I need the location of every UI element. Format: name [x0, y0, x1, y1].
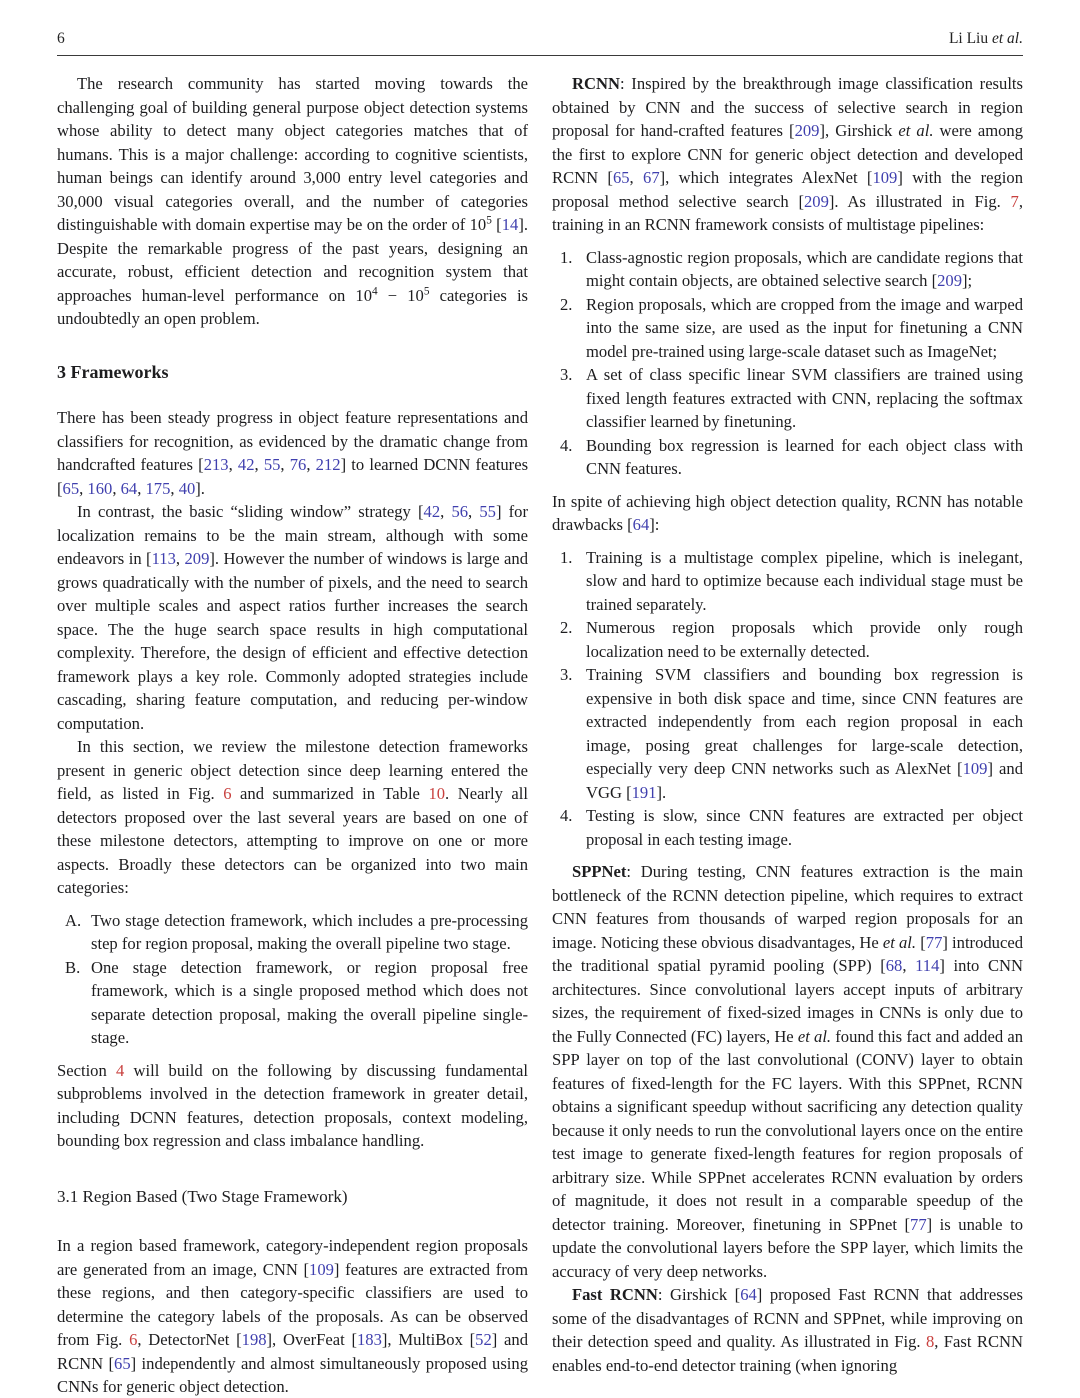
text-run: , — [468, 502, 480, 521]
figure-ref-link[interactable]: 10 — [428, 784, 446, 803]
citation-link[interactable]: 175 — [145, 478, 171, 498]
citation-link[interactable]: 109 — [309, 1259, 334, 1279]
paragraph — [552, 1283, 1023, 1377]
citation-link[interactable]: 55 — [479, 502, 496, 521]
text-run: Numerous region proposals which provide only rough localization need to be externally detected. — [586, 618, 1023, 661]
text-run: ] and VGG [ — [586, 759, 1023, 802]
text-run: ]. However the number of windows is large and grows quadratically with the number of pixels, and the need to search over multiple scales and aspect ratios further increases the search space. The the huge search space results in high computational complexity. Therefore, the design of efficient and effective detection framework plays a key role. Commonly adopted strategies include cascading, sharing feature computation, and reducing per-window computation. — [57, 549, 529, 733]
list-item-text — [586, 246, 1023, 293]
list-marker: 3. — [560, 365, 573, 384]
text-run: were among the first to explore CNN for generic object detection and developed RCNN [ — [552, 121, 1024, 187]
page-header — [57, 30, 1023, 56]
text-run: Section — [57, 1060, 116, 1080]
citation-link[interactable]: 56 — [451, 502, 469, 521]
text-run: ]. — [656, 782, 667, 802]
list-item-text — [586, 434, 1023, 481]
citation-link[interactable]: 77 — [925, 932, 943, 952]
paragraph — [57, 500, 528, 735]
text-run: ]. Despite the remarkable progress of the past years, designing an accurate, robust, efficient detection and recognition system that approaches human-level performance on 10 — [57, 215, 528, 305]
list-marker: 3. — [560, 665, 573, 684]
citation-link[interactable]: 76 — [289, 455, 307, 474]
figure-ref-link[interactable]: 8 — [925, 1332, 935, 1351]
text-run: , Fast RCNN enables end-to-end detector training (when ignoring — [552, 1332, 1023, 1375]
text-run: A set of class specific linear SVM classifiers are trained using fixed length features extracted with CNN, replacing the softmax classifier learned by finetuning. — [586, 365, 1023, 431]
citation-link[interactable]: 191 — [631, 782, 657, 802]
text-run: Training is a multistage complex pipeline, which is inelegant, slow and hard to optimize because each individual stage must be trained separately. — [586, 547, 1023, 614]
citation-link[interactable]: 42 — [423, 502, 441, 521]
text-run: ] independently and almost simultaneously proposed using CNNs for generic object detection. — [57, 1353, 528, 1396]
list-item-text — [586, 804, 1023, 851]
text-run: Region proposals, which are cropped from the image and warped into the same size, are used as the input for finetuning a CNN model pre-trained using large-scale dataset such as ImageNet; — [586, 294, 1023, 361]
text-run: In contrast, the basic “sliding window” strategy [ — [77, 502, 424, 521]
text-run: One stage detection framework, or region proposal free framework, which is a single proposed method which does not separate detection proposal, making the overall pipeline single-stage. — [91, 957, 528, 1047]
text-run: Class-agnostic region proposals, which are candidate regions that might contain objects, are obtained selective search [ — [586, 247, 1023, 290]
text-run: , — [112, 478, 121, 498]
list-item — [560, 434, 1023, 481]
list-item — [560, 363, 1023, 434]
citation-link[interactable]: 109 — [962, 759, 988, 778]
text-run: ] features are extracted from these regions, and then category-specific classifiers are used to determine the category labels of the proposals. As can be observed from Fig. — [57, 1259, 528, 1349]
text-run: ]; — [962, 271, 973, 290]
list-item — [560, 804, 1023, 851]
citation-link[interactable]: 209 — [794, 121, 820, 140]
text-run: Testing is slow, since CNN features are extracted per object proposal in each testing image. — [586, 806, 1023, 849]
list-item-text — [91, 909, 528, 956]
text-run: [ — [491, 215, 502, 234]
list-item — [65, 956, 528, 1050]
text-run: et al. — [797, 1026, 832, 1046]
list — [552, 246, 1023, 481]
text-run: SPPNet — [572, 862, 627, 881]
list-item-text — [586, 546, 1023, 617]
text-run: ] to learned DCNN features [ — [57, 455, 529, 498]
text-run: , training in an RCNN framework consists of multistage pipelines: — [552, 191, 1023, 234]
list-item-text — [586, 363, 1023, 434]
list — [552, 546, 1023, 852]
text-run: , — [170, 478, 179, 498]
paragraph — [57, 406, 528, 500]
section-heading: 3 Frameworks — [57, 361, 169, 382]
text-run: , — [306, 455, 316, 474]
citation-link[interactable]: 209 — [804, 191, 829, 211]
citation-link[interactable]: 64 — [632, 515, 650, 534]
text-run: There has been steady progress in object feature representations and classifiers for recognition, as evidenced by the dramatic change from handcrafted features [ — [57, 408, 528, 474]
text-run: Two stage detection framework, which includes a pre-processing step for region proposal, making the overall pipeline two stage. — [91, 910, 528, 953]
text-run: ] with the region proposal method selective search [ — [552, 168, 1023, 211]
paragraph — [552, 72, 1023, 237]
list-marker: 1. — [560, 247, 573, 267]
text-run: , DetectorNet [ — [137, 1330, 242, 1349]
text-run: ], Girshick — [819, 121, 899, 140]
figure-ref-link[interactable]: 6 — [223, 784, 232, 803]
citation-link[interactable]: 198 — [241, 1330, 267, 1349]
text-run: , — [175, 549, 185, 568]
text-run: . Nearly all detectors proposed over the last several years are based on one of these milestone detectors, attempting to improve on one or more aspects. Broadly these detectors can be organized into two main categories: — [57, 784, 528, 897]
text-run: ] for localization remains to be the main stream, although with some endeavors in [ — [57, 502, 529, 568]
text-run: : Girshick [ — [657, 1285, 741, 1304]
text-run: : Inspired by the breakthrough image classification results obtained by CNN and the success of selective search in region proposal for hand-crafted features [ — [552, 74, 1023, 140]
text-run: et al. — [882, 932, 917, 952]
list-marker: 4. — [560, 806, 573, 825]
authors-etal: et al. — [992, 30, 1023, 47]
list-item — [560, 546, 1023, 617]
paragraph — [57, 1059, 528, 1153]
text-run: , — [440, 502, 452, 521]
figure-ref-link[interactable]: 7 — [1010, 191, 1019, 211]
text-run: ] proposed Fast RCNN that addresses some of the disadvantages of RCNN and SPPnet, while improving on their detection speed and quality. As illustrated in Fig. — [552, 1285, 1023, 1351]
text-run: , — [629, 168, 644, 187]
text-run: Fast RCNN — [572, 1285, 658, 1304]
citation-link[interactable]: 55 — [263, 455, 281, 474]
citation-link[interactable]: 113 — [151, 549, 176, 568]
text-run: 4 — [372, 284, 378, 297]
list-item — [560, 293, 1023, 364]
list — [57, 909, 528, 1050]
text-run: and summarized in Table — [231, 784, 429, 803]
paragraph — [57, 72, 528, 331]
paragraph — [552, 860, 1023, 1283]
paragraph — [57, 1234, 528, 1398]
text-run: ], which integrates AlexNet [ — [659, 168, 873, 187]
citation-link[interactable]: 65 — [114, 1353, 131, 1373]
text-run: , — [137, 478, 146, 498]
citation-link[interactable]: 52 — [475, 1330, 492, 1349]
list-item-text — [586, 293, 1023, 364]
citation-link[interactable]: 160 — [87, 478, 113, 498]
text-run: ] is unable to update the convolutional layers before the SPP layer, which limits the accuracy of very deep networks. — [552, 1214, 1023, 1281]
page-number: 6 — [57, 30, 65, 47]
list-marker: B. — [65, 957, 81, 977]
citation-link[interactable]: 209 — [184, 549, 210, 568]
text-run: In spite of achieving high object detection quality, RCNN has notable drawbacks [ — [552, 491, 1023, 534]
text-run: will build on the following by discussing fundamental subproblems involved in the detection framework in greater detail, including DCNN features, detection proposals, context modeling, bounding box regression and class imbalance handling. — [57, 1060, 529, 1150]
text-run: et al. — [898, 121, 934, 140]
citation-link[interactable]: 114 — [915, 956, 940, 975]
text-run: ] and RCNN [ — [57, 1330, 528, 1373]
citation-link[interactable]: 68 — [885, 956, 903, 975]
citation-link[interactable]: 14 — [501, 215, 519, 234]
text-run: ]. As illustrated in Fig. — [828, 191, 1011, 211]
text-run: , — [902, 956, 916, 975]
subsection-heading: 3.1 Region Based (Two Stage Framework) — [57, 1186, 348, 1206]
right-column — [552, 72, 1023, 1398]
citation-link[interactable]: 67 — [643, 168, 660, 187]
text-run: ], MultiBox [ — [381, 1330, 476, 1349]
list-item — [560, 246, 1023, 293]
text-run: RCNN — [572, 74, 620, 93]
text-run: , — [228, 455, 238, 474]
list-item-text — [91, 956, 528, 1050]
two-column-body — [57, 72, 1023, 1398]
text-run: found this fact and added an SPP layer on top of the last convolutional (CONV) layer to obtain features of fixed-length for the FC layers. With this SPPnet, RCNN obtains a significant speedup without sacrificing any detection quality because it only needs to run the convolutional layers once on the entire test image to generate fixed-length features for region proposals of arbitrary size. While SPPnet accelerates RCNN evaluation by orders of magnitude, it does not result in a comparable speedup of the detector training. Moreover, finetuning in SPPnet [ — [552, 1026, 1023, 1234]
citation-link[interactable]: 77 — [910, 1214, 927, 1234]
text-run: ] into CNN architectures. Since convolutional layers accept inputs of arbitrary sizes, the requirement of fixed-sized images in CNNs is only due to the Fully Connected (FC) layers, He — [552, 956, 1023, 1046]
list-item — [560, 616, 1023, 663]
text-run: categories is undoubtedly an open problem. — [57, 285, 529, 328]
list-item — [65, 909, 528, 956]
text-run: In this section, we review the milestone detection frameworks present in generic object detection since deep learning entered the field, as listed in Fig. — [57, 737, 528, 803]
text-run: − 10 — [377, 285, 424, 305]
authors-name: Li Liu — [948, 30, 992, 47]
paragraph — [57, 735, 528, 900]
list-marker: A. — [65, 910, 82, 930]
text-run: Training SVM classifiers and bounding box regression is expensive in both disk space and time, since CNN features are extracted independently from each region proposal in each image, posing great challenges for large-scale detection, especially very deep CNN networks such as AlexNet [ — [586, 665, 1023, 778]
text-run: , — [280, 455, 290, 474]
text-run: 5 — [423, 284, 430, 297]
list-marker: 2. — [560, 618, 573, 637]
list-item — [560, 663, 1023, 804]
paragraph — [552, 490, 1023, 537]
citation-link[interactable]: 109 — [872, 168, 898, 187]
figure-ref-link[interactable]: 6 — [129, 1330, 138, 1349]
text-run: ] introduced the traditional spatial pyramid pooling (SPP) [ — [552, 932, 1023, 975]
figure-ref-link[interactable]: 4 — [116, 1060, 125, 1080]
text-run: ], OverFeat [ — [266, 1330, 357, 1349]
left-column — [57, 72, 528, 1398]
text-run: ]: — [649, 515, 660, 534]
list-item-text — [586, 616, 1023, 663]
list-item-text — [586, 663, 1023, 804]
citation-link[interactable]: 65 — [62, 478, 80, 498]
text-run: , — [79, 478, 88, 498]
citation-link[interactable]: 183 — [357, 1330, 382, 1349]
citation-link[interactable]: 213 — [203, 455, 229, 474]
citation-link[interactable]: 65 — [612, 168, 630, 187]
citation-link[interactable]: 212 — [315, 455, 341, 474]
text-run: 5 — [486, 214, 492, 227]
text-run: In a region based framework, category-independent region proposals are generated from an image, CNN [ — [57, 1236, 528, 1279]
list-marker: 4. — [560, 435, 573, 455]
citation-link[interactable]: 64 — [740, 1285, 757, 1304]
list-marker: 1. — [560, 547, 573, 567]
list-marker: 2. — [560, 294, 573, 314]
text-run: The research community has started moving towards the challenging goal of building general purpose object detection systems whose ability to detect many object categories matches that of humans. This is a major challenge: according to cognitive scientists, human beings can identify around 3,000 entry level categories and 30,000 visual categories overall, and the number of categories distinguishable with domain expertise may be on the order of 10 — [57, 74, 528, 234]
citation-link[interactable]: 42 — [237, 455, 255, 474]
text-run: , — [254, 455, 264, 474]
citation-link[interactable]: 40 — [178, 478, 196, 498]
text-run: ]. — [195, 478, 205, 498]
text-run: Bounding box regression is learned for each object class with CNN features. — [586, 435, 1023, 478]
text-run: : During testing, CNN features extraction is the main bottleneck of the RCNN detection pipeline, which requires to extract CNN features from thousands of warped region proposals for an image. Noticing these obvious disadvantages, He — [552, 862, 1023, 952]
running-authors — [949, 30, 1023, 48]
citation-link[interactable]: 209 — [937, 271, 962, 290]
citation-link[interactable]: 64 — [120, 478, 138, 498]
text-run: [ — [916, 932, 926, 952]
